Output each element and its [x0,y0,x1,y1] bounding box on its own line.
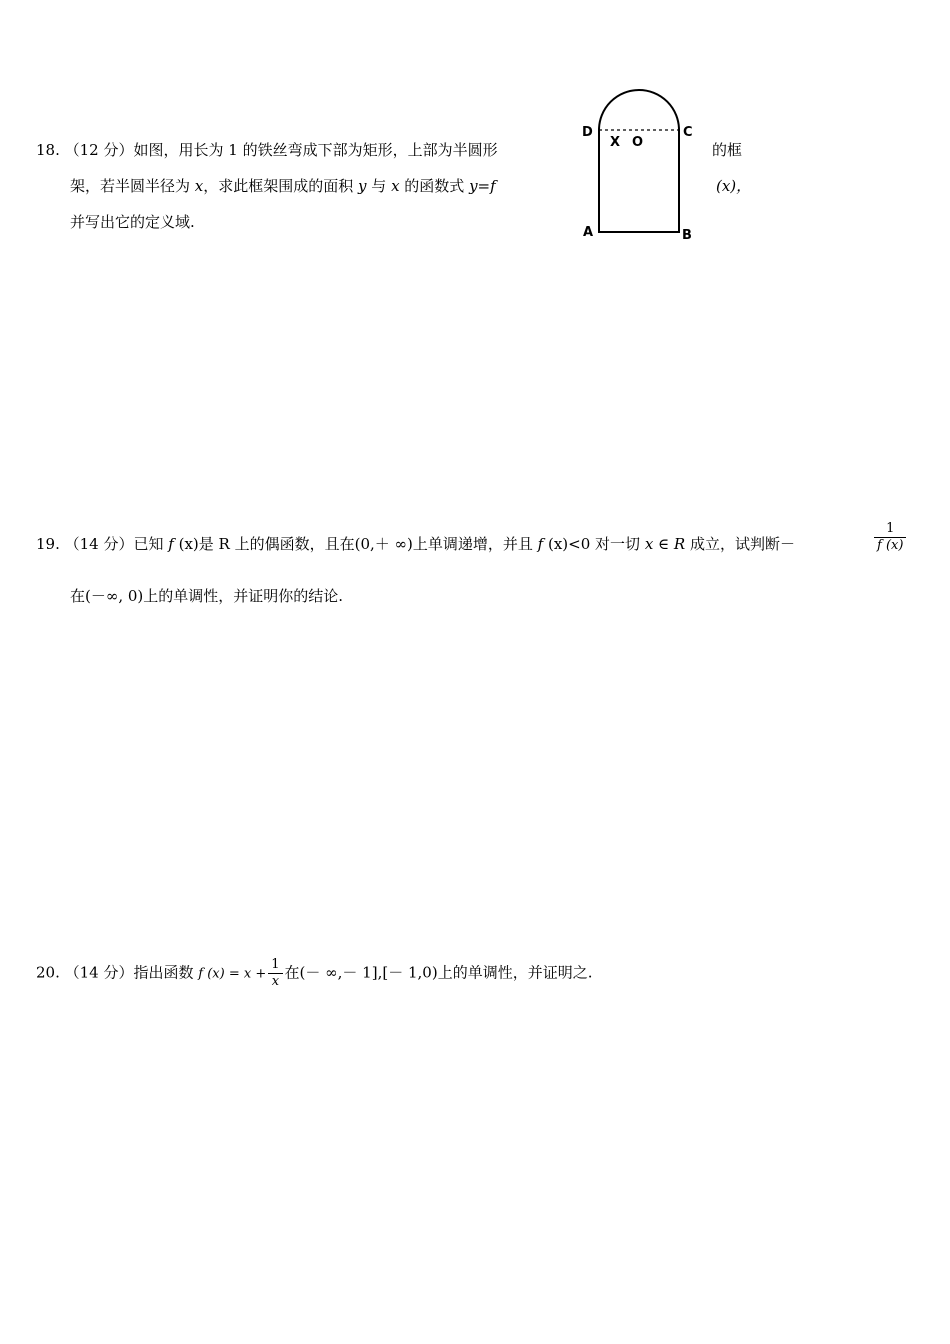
function-lhs: f (x) = x + [198,966,267,982]
semicircle-arc [599,90,679,130]
func-f: f [168,535,174,553]
problem-18-text-2c: 与 [366,177,392,195]
problem-19-number: 19. [36,535,60,553]
problem-20-text-a: 指出函数 [133,963,199,982]
problem-18-text-1: 如图，用长为 1 的铁丝弯成下部为矩形，上部为半圆形 [133,141,498,159]
interval-2: [－ 1,0) [382,963,438,982]
fraction-numerator: 1 [886,521,895,536]
problem-18-number: 18. [36,141,60,159]
problem-19-fraction [872,522,908,553]
problem-19-text-1a: 已知 [133,535,169,553]
label-A: A [583,225,594,240]
problem-18-line-1-tail: 的框 [712,141,743,159]
var-y: y [358,177,367,195]
semicircle-rectangle-figure [570,80,710,245]
problem-20-text-c: 上的单调性，并证明之. [437,963,593,982]
label-O: O [632,135,644,150]
problem-20-text-b: 在 [284,963,300,982]
problem-18-line-2-tail: (x)， [716,177,752,195]
problem-19-line-1 [36,534,795,554]
problem-20-points: （14 分） [64,963,134,982]
problem-20-number: 20. [36,963,60,982]
label-X: X [610,135,621,150]
fraction-denominator: x [268,973,282,989]
problem-18-text-2d: 的函数式 [399,177,470,195]
reciprocal-fraction [874,522,906,553]
fraction-denominator: f (x) [874,537,906,553]
problem-19-text-1b: (x)是 R 上的偶函数，且在(0,＋ ∞)上单调递增，并且 [173,535,538,553]
var-x: x [194,177,204,195]
func-f-2: f [537,535,544,553]
interval-1: (－ ∞,－ 1] [299,963,378,982]
problem-19-line-2: 在(－∞, 0)上的单调性，并证明你的结论. [70,587,344,605]
problem-18-line-3: 并写出它的定义域. [70,213,195,231]
problem-18-text-2b: ，求此框架围成的面积 [203,177,359,195]
problem-20-line-1 [36,958,592,989]
var-x-2: x [391,177,400,195]
func-yf: y=f [469,177,496,195]
x-in-R: x ∈ R [644,535,686,553]
one-over-x-fraction [268,958,282,989]
problem-18-points: （12 分） [64,141,134,159]
fraction-numerator: 1 [271,957,280,972]
label-B: B [682,228,692,243]
problem-19-points: （14 分） [64,535,134,553]
problem-18-text-2a: 架，若半圆半径为 [70,177,195,195]
problem-18-line-2 [70,176,496,196]
interval-separator: , [377,963,383,982]
problem-19-text-1c: (x)<0 对一切 [543,535,645,553]
label-C: C [683,125,693,140]
problem-18-line-1 [36,140,498,160]
label-D: D [582,125,593,140]
problem-19-text-1d: 成立，试判断－ [685,535,795,553]
